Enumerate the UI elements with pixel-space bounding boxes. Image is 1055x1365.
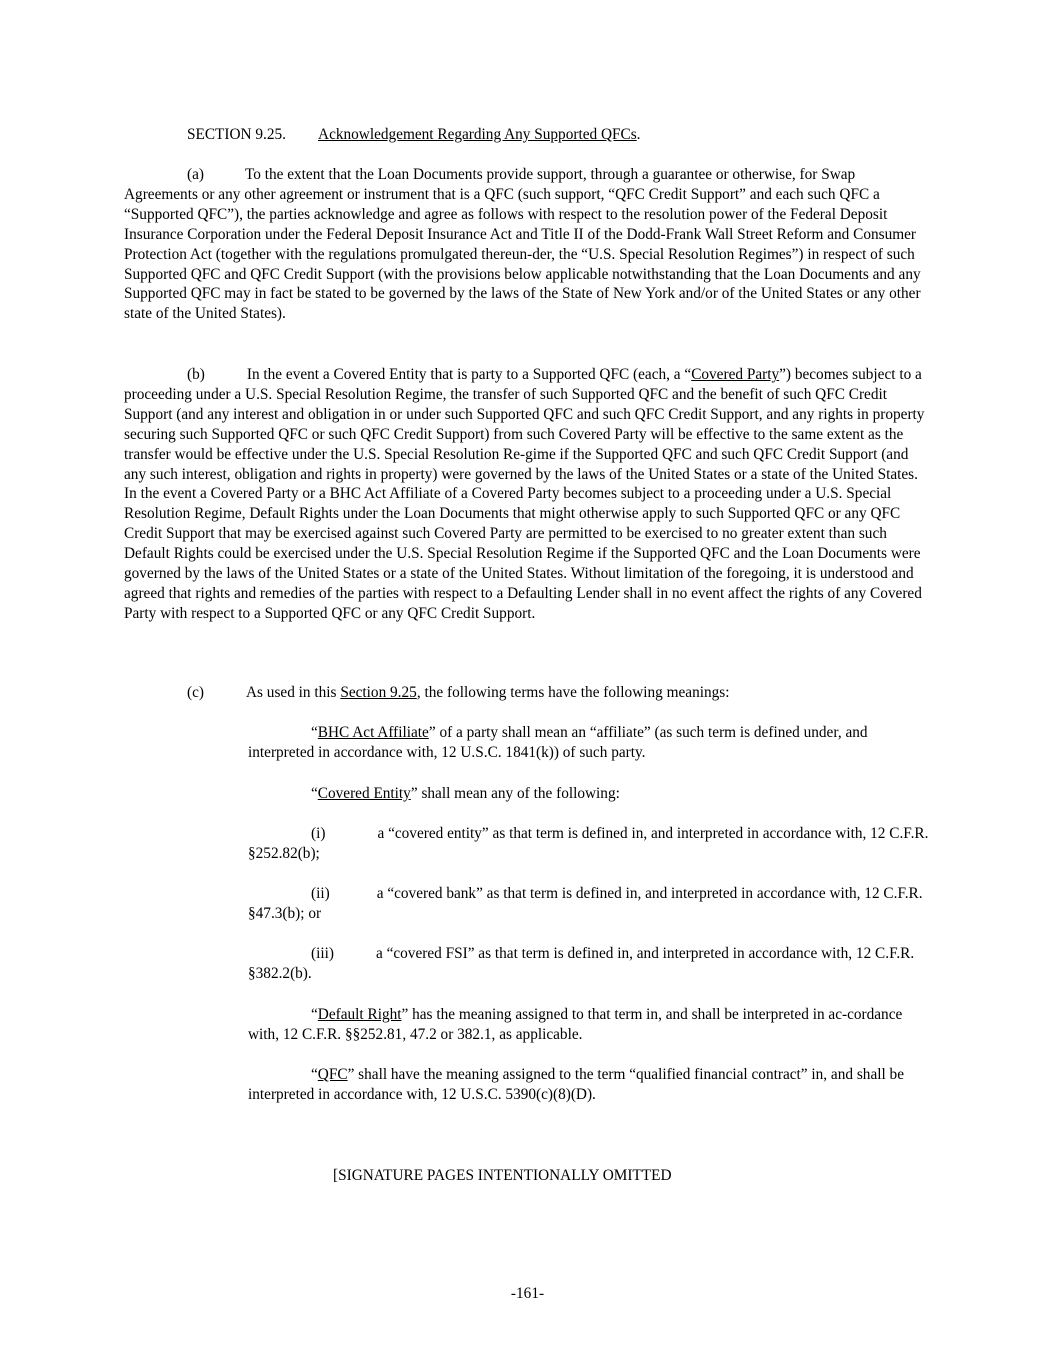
list-item-text: a “covered bank” as that term is defined in, and interpreted in accordance with, 12 C.F.R. §47.3(b); or	[248, 885, 923, 922]
open-quote: “	[311, 724, 318, 741]
open-quote: “	[311, 1006, 318, 1023]
list-item-label: (iii)	[311, 945, 334, 962]
defined-term: QFC	[317, 1066, 348, 1083]
paragraph-a	[124, 165, 930, 324]
definition-default-right	[248, 1005, 930, 1045]
paragraph-a-text: To the extent that the Loan Documents provide support, through a guarantee or otherwise, for Swap Agreements or any other agreement or instrument that is a QFC (such support, “QFC Credit Support” and each such QFC a “Supported QFC”), the parties acknowledge and agree as follows with respect to the resolution power of the Federal Deposit Insurance Corporation under the Federal Deposit Insurance Act and Title II of the Dodd-Frank Wall Street Reform and Consumer Protection Act (together with the regulations promulgated thereun-der, the “U.S. Special Resolution Regimes”) in respect of such Supported QFC and QFC Credit Support (with the provisions below applicable notwithstanding that the Loan Documents and any Supported QFC may in fact be stated to be governed by the laws of the State of New York and/or of the United States or any other state of the United States).	[124, 166, 921, 323]
covered-party-term: Covered Party	[691, 366, 780, 383]
definition-text: ” shall have the meaning assigned to the term “qualified financial contract” in, and shall be interpreted in accordance with, 12 U.S.C. 5390(c)(8)(D).	[248, 1066, 904, 1103]
paragraph-b-text-2: ”) becomes subject to a proceeding under a U.S. Special Resolution Regime, the transfer of such Supported QFC and the benefit of such QFC Credit Support (and any interest and obligation in or under such Supported QFC and such QFC Credit Support, and any rights in property securing such Supported QFC or such QFC Credit Support) from such Covered Party will be effective to the same extent as the transfer would be effective under the U.S. Special Resolution Re-gime if the Supported QFC and such QFC Credit Support (and any such interest, obligation and rights in property) were governed by the laws of the United States or a state of the United States. In the event a Covered Party or a BHC Act Affiliate of a Covered Party becomes subject to a proceeding under a U.S. Special Resolution Regime, Default Rights under the Loan Documents that might otherwise apply to such Supported QFC or any QFC Credit Support that may be exercised against such Covered Party are permitted to be exercised to no greater extent than such Default Rights could be exercised under the U.S. Special Resolution Regime if the Supported QFC and the Loan Documents were governed by the laws of the United States or a state of the United States. Without limitation of the foregoing, it is understood and agreed that rights and remedies of the parties with respect to a Defaulting Lender shall in no event affect the rights of any Covered Party with respect to a Supported QFC or any QFC Credit Support.	[124, 366, 925, 622]
paragraph-c-text-2: , the following terms have the following meanings:	[416, 684, 730, 701]
definition-text: ” shall mean any of the following:	[410, 785, 620, 802]
list-item	[248, 824, 930, 864]
paragraph-c	[187, 683, 730, 702]
paragraph-b	[124, 365, 930, 624]
definition-text: ” has the meaning assigned to that term in, and shall be interpreted in ac-cordance with, 12 C.F.R. §§252.81, 47.2 or 382.1, as applicable.	[248, 1006, 903, 1043]
defined-term: Covered Entity	[317, 785, 411, 802]
section-title: Acknowledgement Regarding Any Supported QFCs	[318, 126, 637, 143]
page-number: -161-	[510, 1285, 545, 1302]
paragraph-c-text-1: As used in this	[245, 684, 341, 701]
list-item-label: (i)	[311, 825, 326, 842]
list-item-label: (ii)	[311, 885, 330, 902]
paragraph-b-label: (b)	[187, 366, 205, 383]
defined-term: Default Right	[317, 1006, 402, 1023]
definition-bhc-act-affiliate	[248, 723, 930, 763]
definition-qfc	[248, 1065, 930, 1105]
list-item	[248, 884, 930, 924]
list-item	[248, 944, 930, 984]
section-number: SECTION 9.25.	[187, 126, 287, 143]
paragraph-b-text-1: In the event a Covered Entity that is party to a Supported QFC (each, a “	[246, 366, 692, 383]
section-reference-link: Section 9.25	[340, 684, 417, 701]
open-quote: “	[311, 785, 318, 802]
signature-pages-note: [SIGNATURE PAGES INTENTIONALLY OMITTED	[333, 1167, 672, 1184]
list-item-text: a “covered FSI” as that term is defined in, and interpreted in accordance with, 12 C.F.R. §382.2(b).	[248, 945, 915, 982]
section-heading	[187, 125, 641, 144]
paragraph-a-label: (a)	[187, 166, 204, 183]
defined-term: BHC Act Affiliate	[317, 724, 429, 741]
paragraph-c-label: (c)	[187, 684, 204, 701]
section-title-period: .	[636, 126, 641, 143]
definition-covered-entity	[311, 784, 620, 803]
definition-text: ” of a party shall mean an “affiliate” (as such term is defined under, and interpreted in accordance with, 12 U.S.C. 1841(k)) of such party.	[248, 724, 868, 761]
list-item-text: a “covered entity” as that term is defined in, and interpreted in accordance with, 12 C.F.R. §252.82(b);	[248, 825, 929, 862]
open-quote: “	[311, 1066, 318, 1083]
